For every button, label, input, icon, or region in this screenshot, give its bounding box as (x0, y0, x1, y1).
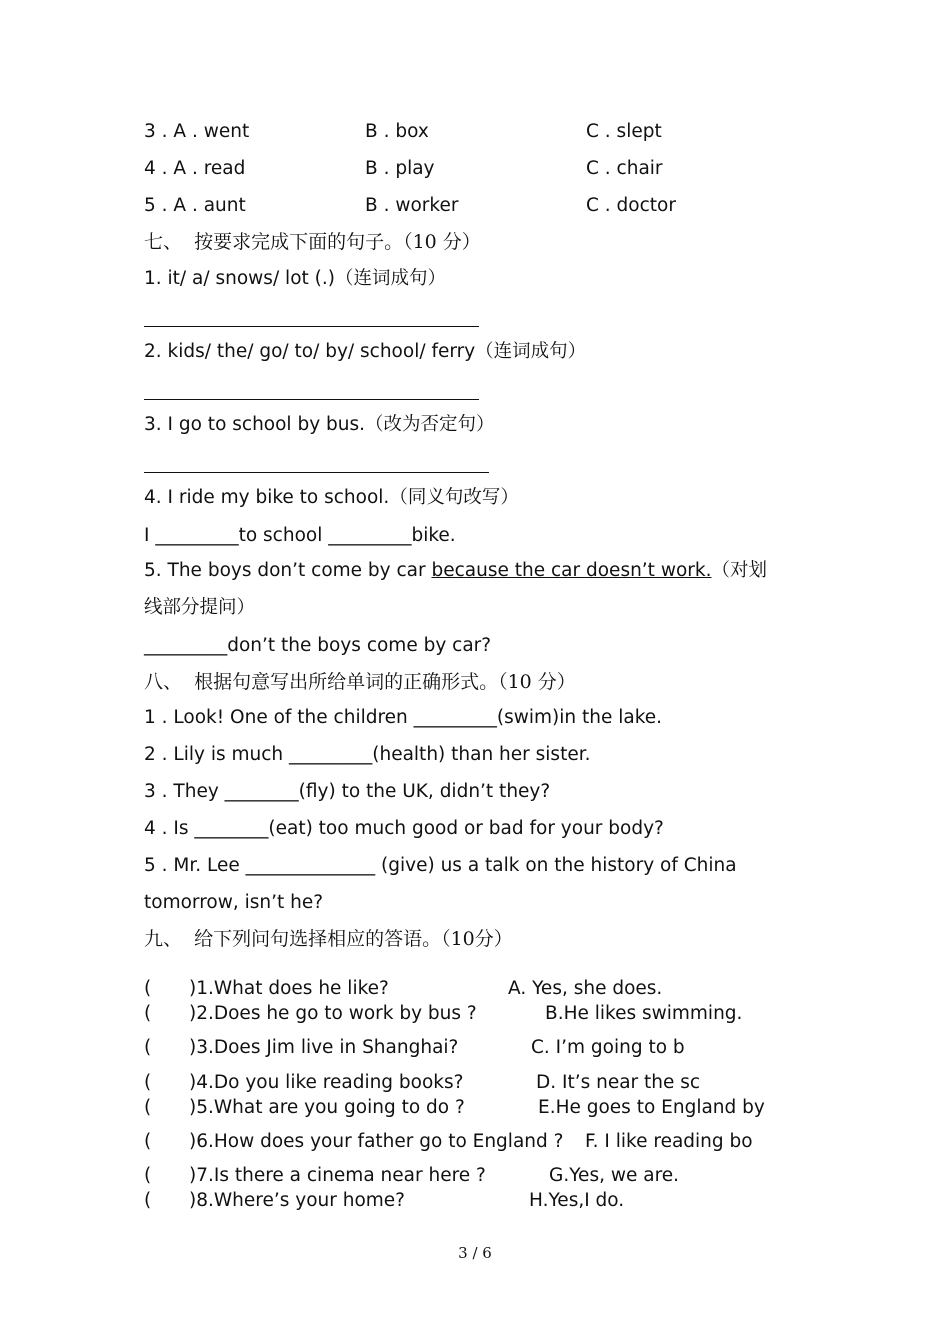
s7-q5-instruction: （对划 (711, 560, 767, 581)
s9-answer-d: D. It’s near the sc (536, 1072, 701, 1093)
s9-question-7: )7.Is there a cinema near here ? (189, 1165, 486, 1186)
section-8-heading: 八、 根据句意写出所给单词的正确形式。（10 分） (144, 671, 576, 693)
section-9-heading: 九、 给下列问句选择相应的答语。（10分） (144, 928, 513, 950)
s9-paren-2: ( (144, 1003, 152, 1024)
s9-answer-a: A. Yes, she does. (508, 978, 663, 999)
s9-question-8: )8.Where’s your home? (189, 1190, 405, 1211)
s8-question-2: 2 . Lily is much _________(health) than her sister. (144, 744, 591, 765)
s8-question-1: 1 . Look! One of the children _________(swim)in the lake. (144, 707, 663, 728)
s7-question-2: 2. kids/ the/ go/ to/ by/ school/ ferry（连词成句） (144, 341, 587, 362)
s8-question-3: 3 . They ________(fly) to the UK, didn’t they? (144, 781, 551, 802)
mc-3-b: B . box (365, 121, 429, 142)
s9-answer-f: F. I like reading bo (585, 1131, 753, 1152)
mc-3-c: C . slept (586, 121, 662, 142)
s9-paren-6: ( (144, 1131, 152, 1152)
s8-question-5: 5 . Mr. Lee ______________ (give) us a talk on the history of China (144, 855, 737, 876)
mc-5-c: C . doctor (586, 195, 676, 216)
page-number: 3 / 6 (458, 1244, 492, 1262)
s9-question-4: )4.Do you like reading books? (189, 1072, 464, 1093)
s7-answer-line-1 (144, 326, 479, 327)
s8-question-4: 4 . Is ________(eat) too much good or bad for your body? (144, 818, 664, 839)
mc-5-b: B . worker (365, 195, 459, 216)
s9-question-3: )3.Does Jim live in Shanghai? (189, 1037, 459, 1058)
s7-question-5-answer: _________don’t the boys come by car? (144, 635, 492, 656)
mc-5-a: 5 . A . aunt (144, 195, 246, 216)
s9-answer-h: H.Yes,I do. (529, 1190, 625, 1211)
s9-answer-e: E.He goes to England by (538, 1097, 765, 1118)
s9-paren-1: ( (144, 978, 152, 999)
s9-question-6: )6.How does your father go to England ? (189, 1131, 564, 1152)
s9-answer-b: B.He likes swimming. (545, 1003, 743, 1024)
s7-question-4-answer: I _________to school _________bike. (144, 525, 456, 546)
s8-question-5-cont: tomorrow, isn’t he? (144, 892, 324, 913)
s9-paren-5: ( (144, 1097, 152, 1118)
s7-q5-text: 5. The boys don’t come by car (144, 560, 432, 581)
section-7-heading: 七、 按要求完成下面的句子。（10 分） (144, 231, 481, 253)
mc-3-a: 3 . A . went (144, 121, 250, 142)
s7-question-3: 3. I go to school by bus.（改为否定句） (144, 414, 495, 435)
s9-answer-g: G.Yes, we are. (549, 1165, 680, 1186)
s7-question-1: 1. it/ a/ snows/ lot (.)（连词成句） (144, 268, 446, 289)
s9-paren-4: ( (144, 1072, 152, 1093)
s9-answer-c: C. I’m going to b (531, 1037, 685, 1058)
s7-question-5 (144, 562, 767, 581)
s7-q5-underlined: because the car doesn’t work. (431, 560, 712, 581)
s9-paren-7: ( (144, 1165, 152, 1186)
mc-4-c: C . chair (586, 158, 663, 179)
mc-4-b: B . play (365, 158, 435, 179)
s9-paren-3: ( (144, 1037, 152, 1058)
s7-answer-line-3 (144, 472, 489, 473)
mc-4-a: 4 . A . read (144, 158, 246, 179)
s7-answer-line-2 (144, 399, 479, 400)
s9-paren-8: ( (144, 1190, 152, 1211)
s9-question-1: )1.What does he like? (189, 978, 389, 999)
s9-question-5: )5.What are you going to do ? (189, 1097, 465, 1118)
s7-question-4: 4. I ride my bike to school.（同义句改写） (144, 487, 519, 508)
s9-question-2: )2.Does he go to work by bus ? (189, 1003, 477, 1024)
s7-question-5-cont: 线部分提问） (144, 597, 256, 618)
